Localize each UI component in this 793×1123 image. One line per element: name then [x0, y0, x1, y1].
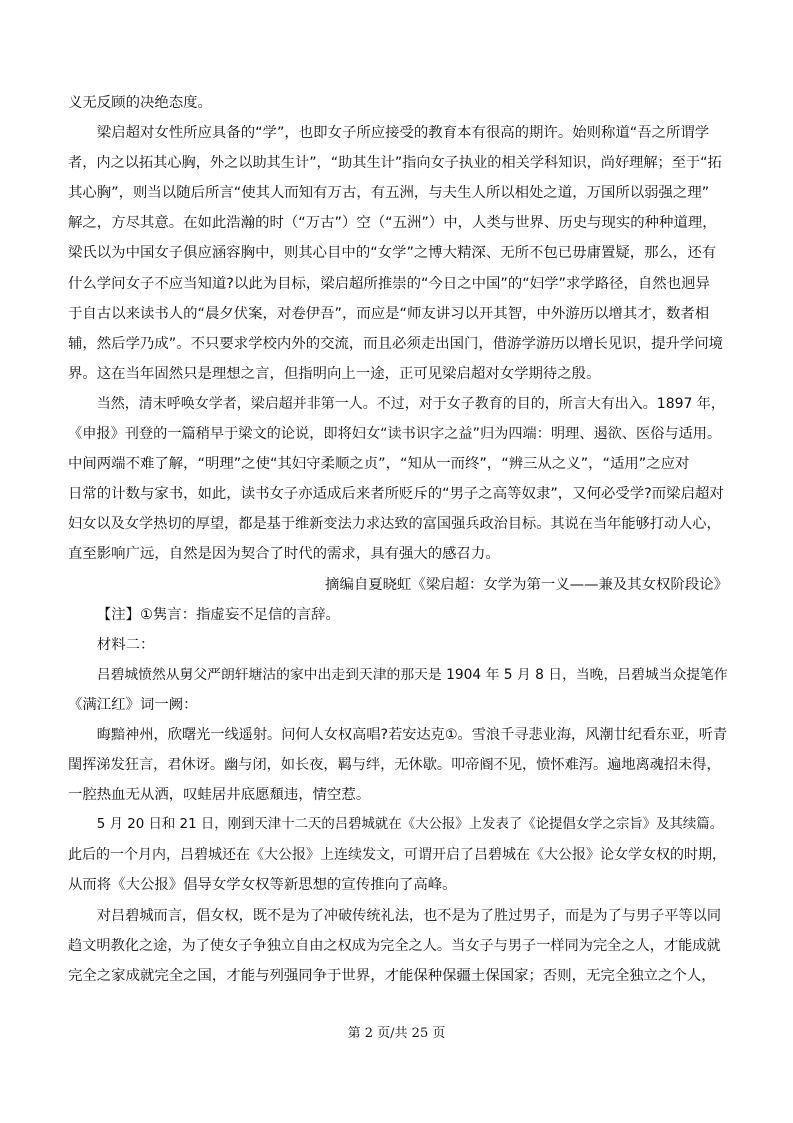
page-number: 第 2 页/共 25 页: [347, 1026, 446, 1041]
paragraph-line: 者，内之以拓其心胸，外之以助其生计”，“助其生计”指向女子执业的相关学科知识，尚好理解；至于“拓: [68, 155, 722, 172]
section-heading: 材料二：: [96, 636, 155, 653]
paragraph-line: 《申报》刊登的一篇稍早于梁文的论说，即将妇女“读书识字之益”归为四端：明理、遏欲、医俗与适用。: [68, 426, 722, 443]
paragraph-line: 梁启超对女性所应具备的“学”，也即女子所应接受的教育本有很高的期许。始则称道“吾之所谓学: [96, 125, 710, 142]
paragraph-line: 此后的一个月内，吕碧城还在《大公报》上连续发文，可谓开启了吕碧城在《大公报》论女学女权的时期，: [68, 847, 726, 864]
paragraph-line: 什么学问女子不应当知道?以此为目标，梁启超所推崇的“今日之中国”的“妇学”求学路径，自然也迥异: [68, 275, 710, 292]
paragraph-line: 趋文明教化之途，为了使女子争独立自由之权成为完全之人。当女子与男子一样同为完全之人，才能成就: [68, 937, 721, 954]
paragraph-line: 《满江红》词一阙：: [68, 696, 198, 713]
paragraph-line: 吕碧城愤然从舅父严朗轩塘沽的家中出走到天津的那天是 1904 年 5 月 8 日，当晚，吕碧城当众提笔作: [96, 666, 728, 683]
paragraph-line: 梁氏以为中国女子俱应涵容胸中，则其心目中的“女学”之博大精深、无所不包已毋庸置疑，那么，还有: [68, 245, 717, 262]
poem-line: 晦黯神州，欣曙光一线遥射。问何人女权高唱?若安达克①。雪浪千寻悲业海，风潮廿纪看东亚，听青: [96, 726, 728, 743]
paragraph-line: 解之，方尽其意。在如此浩瀚的时（“万古”）空（“五洲”）中，人类与世界、历史与现实的种种道理，: [68, 215, 717, 232]
paragraph-line: 对吕碧城而言，倡女权，既不是为了冲破传统礼法，也不是为了胜过男子，而是为了与男子平等以同: [96, 907, 722, 924]
paragraph-line: 辅，然后学乃成”。不只要求学校内外的交流，而且必须走出国门，借游学游历以增长见识，提升学问境: [68, 335, 724, 352]
paragraph-line: 其心胸”，则当以随后所言“使其人而知有万古，有五洲，与夫生人所以相处之道，万国所以弱强之理”: [68, 185, 710, 202]
paragraph-line: 义无反顾的决绝态度。: [68, 95, 212, 111]
footnote: 【注】①隽言：指虚妄不足信的言辞。: [96, 606, 340, 623]
article-body: [68, 88, 728, 991]
paragraph-line: 完全之家成就完全之国，才能与列强同争于世界，才能保种保疆土保国家；否则，无完全独立之个人，: [68, 967, 716, 984]
paragraph-line: 界。这在当年固然只是理想之言，但指明向上一途，正可见梁启超对女学期待之殷。: [68, 365, 601, 382]
source-citation: 摘编自夏晓虹《梁启超：女学为第一义——兼及其女权阶段论》: [325, 576, 728, 593]
paragraph-line: 妇女以及女学热切的厚望，都是基于维新变法力求达致的富国强兵政治目标。其说在当年能够打动人心，: [68, 516, 721, 533]
paragraph-line: 当然，清末呼唤女学者，梁启超并非第一人。不过，对于女子教育的目的，所言大有出入。1897 年，: [96, 395, 725, 412]
paragraph-line: 于自古以来读书人的“晨夕伏案，对卷伊吾”，而应是“师友讲习以开其智，中外游历以增其才，数者相: [68, 305, 710, 322]
paragraph-line: 5 月 20 日和 21 日，刚到天津十二天的吕碧城就在《大公报》上发表了《论提倡女学之宗旨》及其续篇。: [96, 817, 724, 833]
paragraph-line: 直至影响广远，自然是因为契合了时代的需求，具有强大的感召力。: [68, 546, 500, 563]
paragraph-line: 从而将《大公报》倡导女学女权等新思想的宣传推向了高峰。: [68, 877, 457, 894]
poem-line: 閨挥涕发狂言，君休讶。幽与闭，如长夜，羁与绊，无休歇。叩帝阍不见，愤怀难泻。遍地离魂招未得，: [68, 757, 721, 774]
paragraph-line: 中间两端不难了解，“明理”之使“其妇守柔顺之贞”，“知从一而终”，“辨三从之义”，“适用”之应对: [68, 456, 690, 473]
poem-line: 一腔热血无从洒，叹蛙居井底愿頹违，情空惹。: [68, 787, 371, 804]
paragraph-line: 日常的计数与家书，如此，读书女子亦适成后来者所贬斥的“男子之高等奴隶”，又何必受学?而梁启超对: [68, 486, 724, 503]
